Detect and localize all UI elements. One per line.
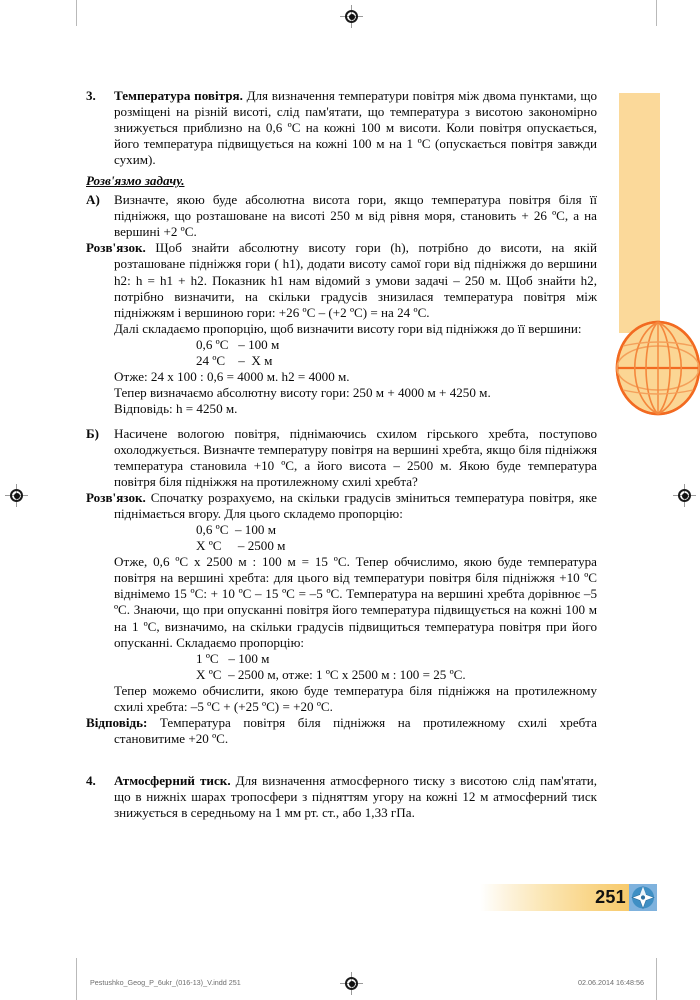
page-number: 251 [595, 887, 626, 907]
print-footer [0, 972, 700, 994]
section-4-number: 4. [86, 772, 96, 788]
task-b-solution-label: Розв'язок. [86, 490, 146, 506]
trim-mark-top-left [76, 0, 77, 26]
section-4-title: Атмосферний тиск. [114, 772, 231, 788]
print-footer-filename: Pestushko_Geog_P_6ukr_(016-13)_V.indd 251 [90, 978, 241, 987]
spacer [86, 417, 597, 426]
globe-icon [615, 318, 700, 418]
registration-mark-icon [343, 8, 360, 25]
task-a-result-1: Отже: 24 х 100 : 0,6 = 4000 м. h2 = 4000 м. [114, 368, 350, 384]
task-b-proportion1-line-2: Х ºС – 2500 м [196, 538, 286, 554]
registration-mark-icon [8, 487, 25, 504]
task-b-solution-p1-text: Спочатку розрахуємо, на скільки градусів зміниться температура повітря, яке піднімається вгору. Для цього складемо пропорцію: [114, 490, 597, 522]
compass-rose-icon [629, 884, 657, 911]
task-b-proportion2-line-2: Х ºС – 2500 м, отже: 1 ºС х 2500 м : 100 = 25 ºС. [196, 666, 466, 682]
task-a-marker: А) [86, 192, 100, 208]
task-a-proportion-line-1: 0,6 ºС – 100 м [196, 336, 280, 352]
section-3-number: 3. [86, 88, 96, 103]
task-b-proportion2-line-1: 1 ºС – 100 м [196, 650, 270, 666]
task-b-answer-text: Температура повітря біля підніжжя на протилежному схилі хребта становитиме +20 ºС. [114, 714, 597, 746]
decorative-side-strip [619, 93, 660, 333]
task-a-solution-p1 [86, 240, 597, 320]
task-b-question [86, 426, 597, 490]
task-a-answer: Відповідь: h = 4250 м. [114, 400, 238, 416]
task-a-question-text: Визначте, якою буде абсолютна висота гори, якщо температура повітря біля її підніжжя, що розташоване на висоті 250 м від рівня моря, становить + 26 ºС, а на вершині +2 ºС. [114, 192, 597, 240]
task-a-solution-p1-text: Щоб знайти абсолютну висоту гори (h), потрібно до висоти, на якій розташоване підніжжя гори ( h1), додати висоту самої гори від підніжжя до вершини h2: h = h1 + h2. Показник h1 нам відомий з умови задачі – 250 м. Щоб знайти h2, потрібно визначити, на скільки градусів знизилася температура повітря між підніжжям і вершиною гори: +26 ºС – (+2 ºС) = на 24 ºС. [114, 240, 597, 320]
section-3-title: Температура повітря. [114, 88, 243, 103]
page-body [86, 88, 597, 821]
section-3-body: Для визначення температури повітря між двома пунктами, що розміщені на різній висоті, слід пам'ятати, що температура з висотою закономірно знижується приблизно на 0,6 ºС на кожні 100 м висоти. Коли повітря опускається, його температура підвищується на кожні 100 м на 1 ºС (опускається повітря завжди сухим). [114, 88, 597, 168]
section-4-body: Для визначення атмосферного тиску з висотою слід пам'ятати, що в нижніх шарах тропосфери з підняттям угору на кожні 12 м атмосферний тиск знижується в середньому на 1 мм рт. ст., або 1,33 гПа. [114, 772, 597, 820]
task-b-answer-label: Відповідь: [86, 714, 148, 730]
task-b-solution-p3: Тепер можемо обчислити, якою буде температура біля підніжжя на протилежному схилі хребта: –5 ºС + (+25 ºС) = +20 ºС. [114, 682, 597, 714]
task-b-proportion1-line-1: 0,6 ºС – 100 м [196, 522, 277, 538]
task-a-solution-p2: Далі складаємо пропорцію, щоб визначити висоту гори від підніжжя до її вершини: [114, 320, 582, 336]
task-a-result-2: Тепер визначаємо абсолютну висоту гори: 250 м + 4000 м + 4250 м. [114, 384, 491, 400]
page-number-badge [480, 884, 660, 911]
task-a-solution-label: Розв'язок. [86, 240, 146, 256]
task-b-solution-p1 [86, 490, 597, 522]
solve-task-heading: Розв'язмо задачу. [86, 173, 185, 189]
task-a-proportion-line-2: 24 ºС – Х м [196, 352, 273, 368]
section-3 [86, 88, 597, 168]
registration-mark-icon [676, 487, 693, 504]
section-4 [86, 773, 597, 821]
spacer [86, 747, 597, 773]
task-b-answer [86, 715, 597, 747]
task-b-solution-p2: Отже, 0,6 ºС х 2500 м : 100 м = 15 ºС. Тепер обчислимо, якою буде температура повітря на вершині хребта: для цього від температури повітря біля підніжжя +10 ºС віднімемо 15 ºС: + 10 ºС – 15 ºС = –5 ºС. Температура на вершині хребта дорівнює –5 ºС. Знаючи, що при опусканні повітря його температура підвищується на кожні 100 м на 1 ºС, визначимо, на скільки градусів підвищиться температура повітря при його опусканні. Складаємо пропорцію: [114, 554, 597, 650]
trim-mark-top-right [656, 0, 657, 26]
task-b-marker: Б) [86, 425, 100, 441]
task-a-question [86, 192, 597, 240]
task-b-question-text: Насичене вологою повітря, піднімаючись схилом гірського хребта, поступово охолоджується. Визначте температуру повітря на вершині хребта, якщо біля підніжжя температура становила +10 ºС, а його висота – 2500 м. Якою буде температура повітря біля підніжжя на протилежному схилі хребта? [114, 425, 597, 490]
print-footer-timestamp: 02.06.2014 16:48:56 [578, 978, 644, 987]
